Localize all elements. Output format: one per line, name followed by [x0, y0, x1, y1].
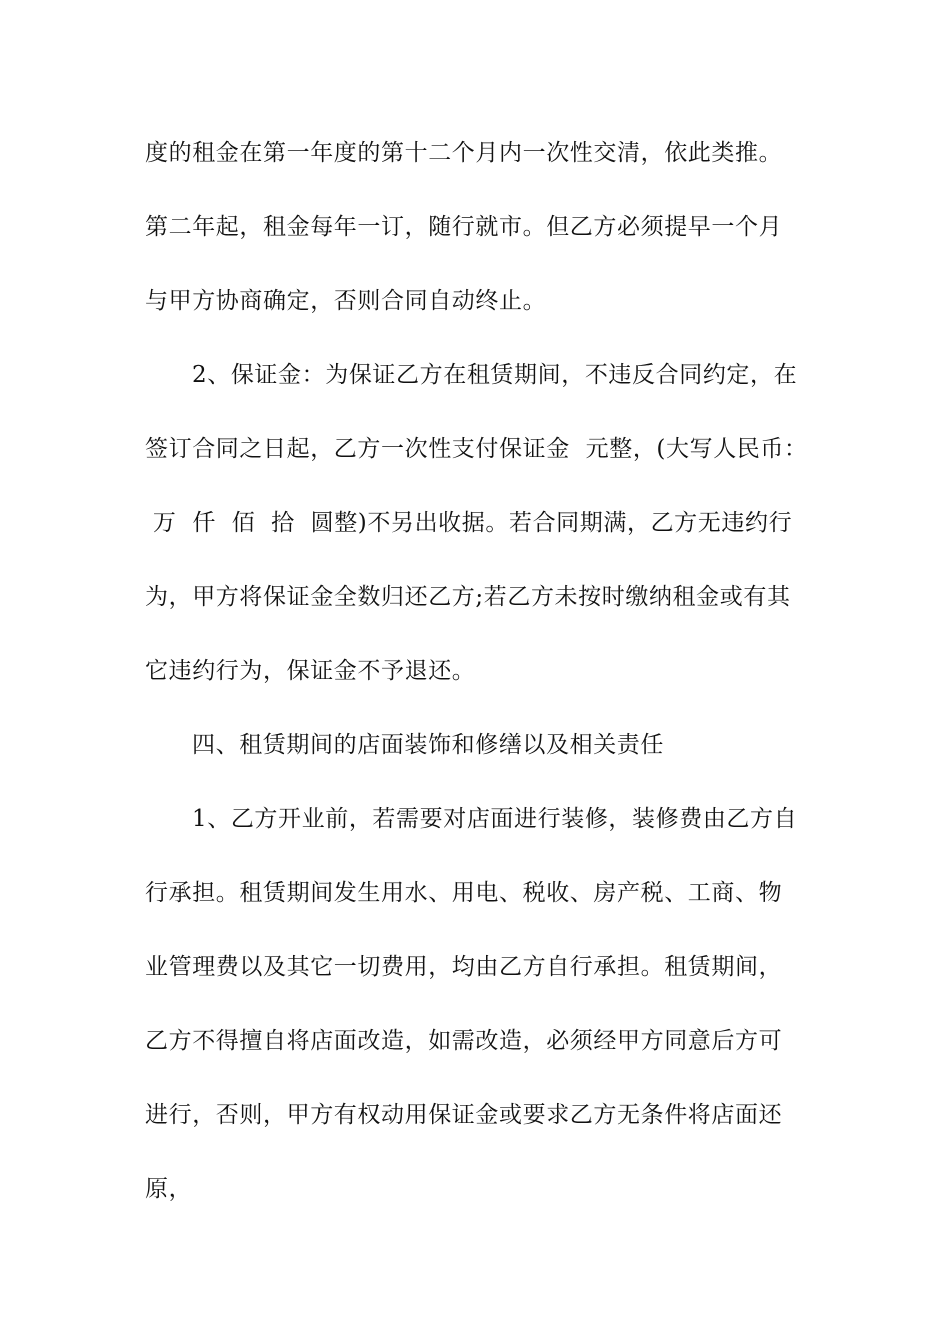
text-line: 它违约行为，保证金不予退还。	[145, 658, 476, 684]
text-line: 原，	[145, 1176, 193, 1202]
text-line: 业管理费以及其它一切费用，均由乙方自行承担。租赁期间，	[145, 954, 783, 980]
text-line: 与甲方协商确定，否则合同自动终止。	[145, 288, 547, 314]
text-line: 乙方不得擅自将店面改造，如需改造，必须经甲方同意后方可	[145, 1028, 783, 1054]
text-line: 签订合同之日起，乙方一次性支付保证金 元整，(大写人民币：	[145, 436, 808, 462]
text-line: 为，甲方将保证金全数归还乙方;若乙方未按时缴纳租金或有其	[145, 584, 791, 610]
paragraph-deposit-start: 2、保证金：为保证乙方在租赁期间，不违反合同约定，在	[192, 362, 798, 388]
text-line: 进行，否则，甲方有权动用保证金或要求乙方无条件将店面还	[145, 1102, 783, 1128]
section-heading: 四、租赁期间的店面装饰和修缮以及相关责任	[192, 732, 664, 758]
text-line: 度的租金在第一年度的第十二个月内一次性交清，依此类推。	[145, 140, 783, 166]
paragraph-renovation-start: 1、乙方开业前，若需要对店面进行装修，装修费由乙方自	[192, 806, 798, 832]
text-line: 万 仟 佰 拾 圆整)不另出收据。若合同期满，乙方无违约行	[145, 510, 793, 536]
text-line: 第二年起，租金每年一订，随行就市。但乙方必须提早一个月	[145, 214, 783, 240]
text-line: 行承担。租赁期间发生用水、用电、税收、房产税、工商、物	[145, 880, 783, 906]
